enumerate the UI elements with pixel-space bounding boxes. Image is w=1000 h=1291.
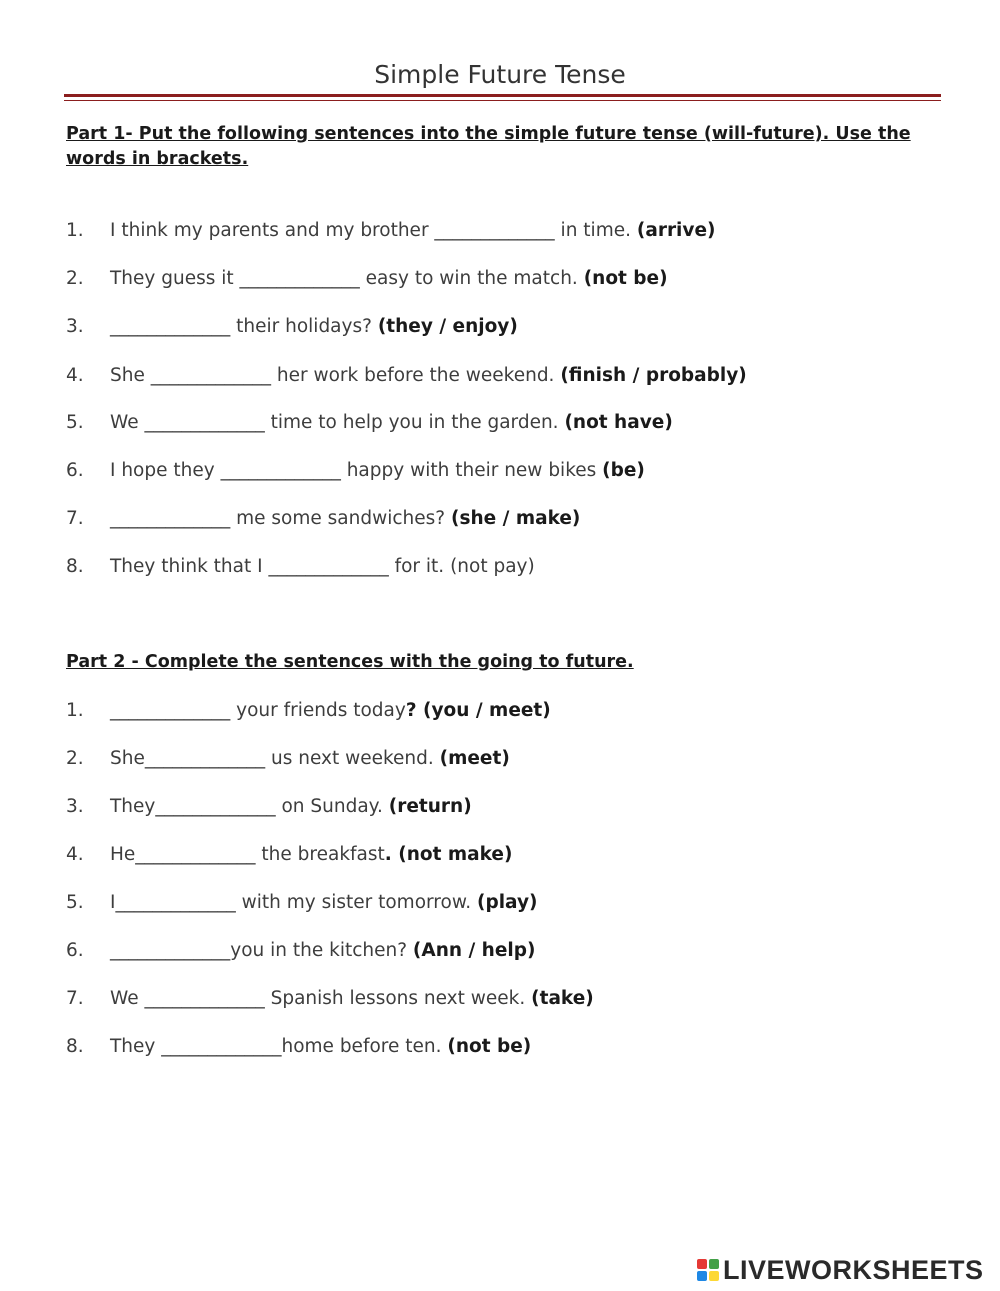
item-hint: (meet): [439, 748, 510, 769]
item-text: They _____________home before ten.: [110, 1036, 448, 1057]
item-number: 7.: [66, 988, 84, 1009]
part1-heading: Part 1- Put the following sentences into the simple future tense (will-future). Use the words in brackets.: [66, 124, 911, 169]
item-number: 8.: [66, 1036, 84, 1057]
part2-heading: Part 2 - Complete the sentences with the going to future.: [66, 652, 634, 672]
item-hint: (not be): [583, 268, 668, 289]
item-text: He_____________ the breakfast: [110, 844, 385, 865]
logo-square-blue: [697, 1271, 707, 1281]
item-text: We _____________ Spanish lessons next week.: [110, 988, 532, 1009]
liveworksheets-logo[interactable]: [697, 1254, 984, 1286]
item-text: They_____________ on Sunday.: [110, 796, 389, 817]
item-sentence: [110, 794, 472, 820]
item-text: I_____________ with my sister tomorrow.: [110, 892, 478, 913]
item-hint: (arrive): [636, 220, 716, 241]
item-sentence: [110, 890, 537, 916]
item-hint: (they / enjoy): [377, 316, 518, 337]
item-sentence: [110, 986, 594, 1012]
item-hint: ? (you / meet): [405, 700, 551, 721]
item-sentence: [110, 506, 580, 532]
item-number: 1.: [66, 220, 84, 241]
logo-square-green: [709, 1259, 719, 1269]
item-hint: (not have): [564, 412, 673, 433]
logo-text: LIVEWORKSHEETS: [723, 1254, 984, 1285]
item-number: 3.: [66, 796, 84, 817]
logo-square-yellow: [709, 1271, 719, 1281]
item-number: 2.: [66, 748, 84, 769]
item-sentence: [110, 410, 673, 436]
item-text: We _____________ time to help you in the garden.: [110, 412, 565, 433]
item-number: 4.: [66, 844, 84, 865]
logo-square-red: [697, 1259, 707, 1269]
item-hint: (not be): [447, 1036, 532, 1057]
item-text: _____________you in the kitchen?: [110, 940, 413, 961]
item-number: 8.: [66, 556, 84, 577]
item-text: _____________ your friends today: [110, 700, 406, 721]
item-hint: (Ann / help): [412, 940, 536, 961]
item-hint: (play): [477, 892, 538, 913]
item-sentence: [110, 363, 747, 389]
item-number: 6.: [66, 460, 84, 481]
item-sentence: [110, 698, 551, 724]
item-sentence: [110, 218, 715, 244]
item-text: She_____________ us next weekend.: [110, 748, 440, 769]
item-hint: (finish / probably): [560, 365, 747, 386]
item-sentence: [110, 266, 668, 292]
item-sentence: [110, 458, 645, 484]
item-hint: (be): [602, 460, 645, 481]
item-number: 5.: [66, 412, 84, 433]
item-text: _____________ their holidays?: [110, 316, 378, 337]
page-title: Simple Future Tense: [374, 60, 626, 89]
item-number: 2.: [66, 268, 84, 289]
item-sentence: [110, 938, 535, 964]
item-number: 4.: [66, 365, 84, 386]
item-text: They guess it _____________ easy to win the match.: [110, 268, 584, 289]
item-number: 1.: [66, 700, 84, 721]
item-text: She _____________ her work before the weekend.: [110, 365, 561, 386]
item-hint: . (not make): [384, 844, 513, 865]
item-number: 6.: [66, 940, 84, 961]
item-sentence: [110, 842, 512, 868]
title-divider: [64, 94, 941, 97]
item-sentence: [110, 554, 535, 580]
item-text: They think that I _____________ for it. (not pay): [110, 556, 535, 577]
item-number: 7.: [66, 508, 84, 529]
item-hint: (take): [531, 988, 594, 1009]
item-text: I hope they _____________ happy with their new bikes: [110, 460, 603, 481]
item-hint: (return): [388, 796, 472, 817]
item-number: 3.: [66, 316, 84, 337]
item-text: _____________ me some sandwiches?: [110, 508, 451, 529]
item-sentence: [110, 746, 510, 772]
item-hint: (she / make): [451, 508, 581, 529]
item-number: 5.: [66, 892, 84, 913]
item-sentence: [110, 314, 518, 340]
title-divider-thin: [64, 100, 941, 101]
liveworksheets-icon: [697, 1259, 719, 1281]
item-text: I think my parents and my brother _____________ in time.: [110, 220, 637, 241]
item-sentence: [110, 1034, 531, 1060]
